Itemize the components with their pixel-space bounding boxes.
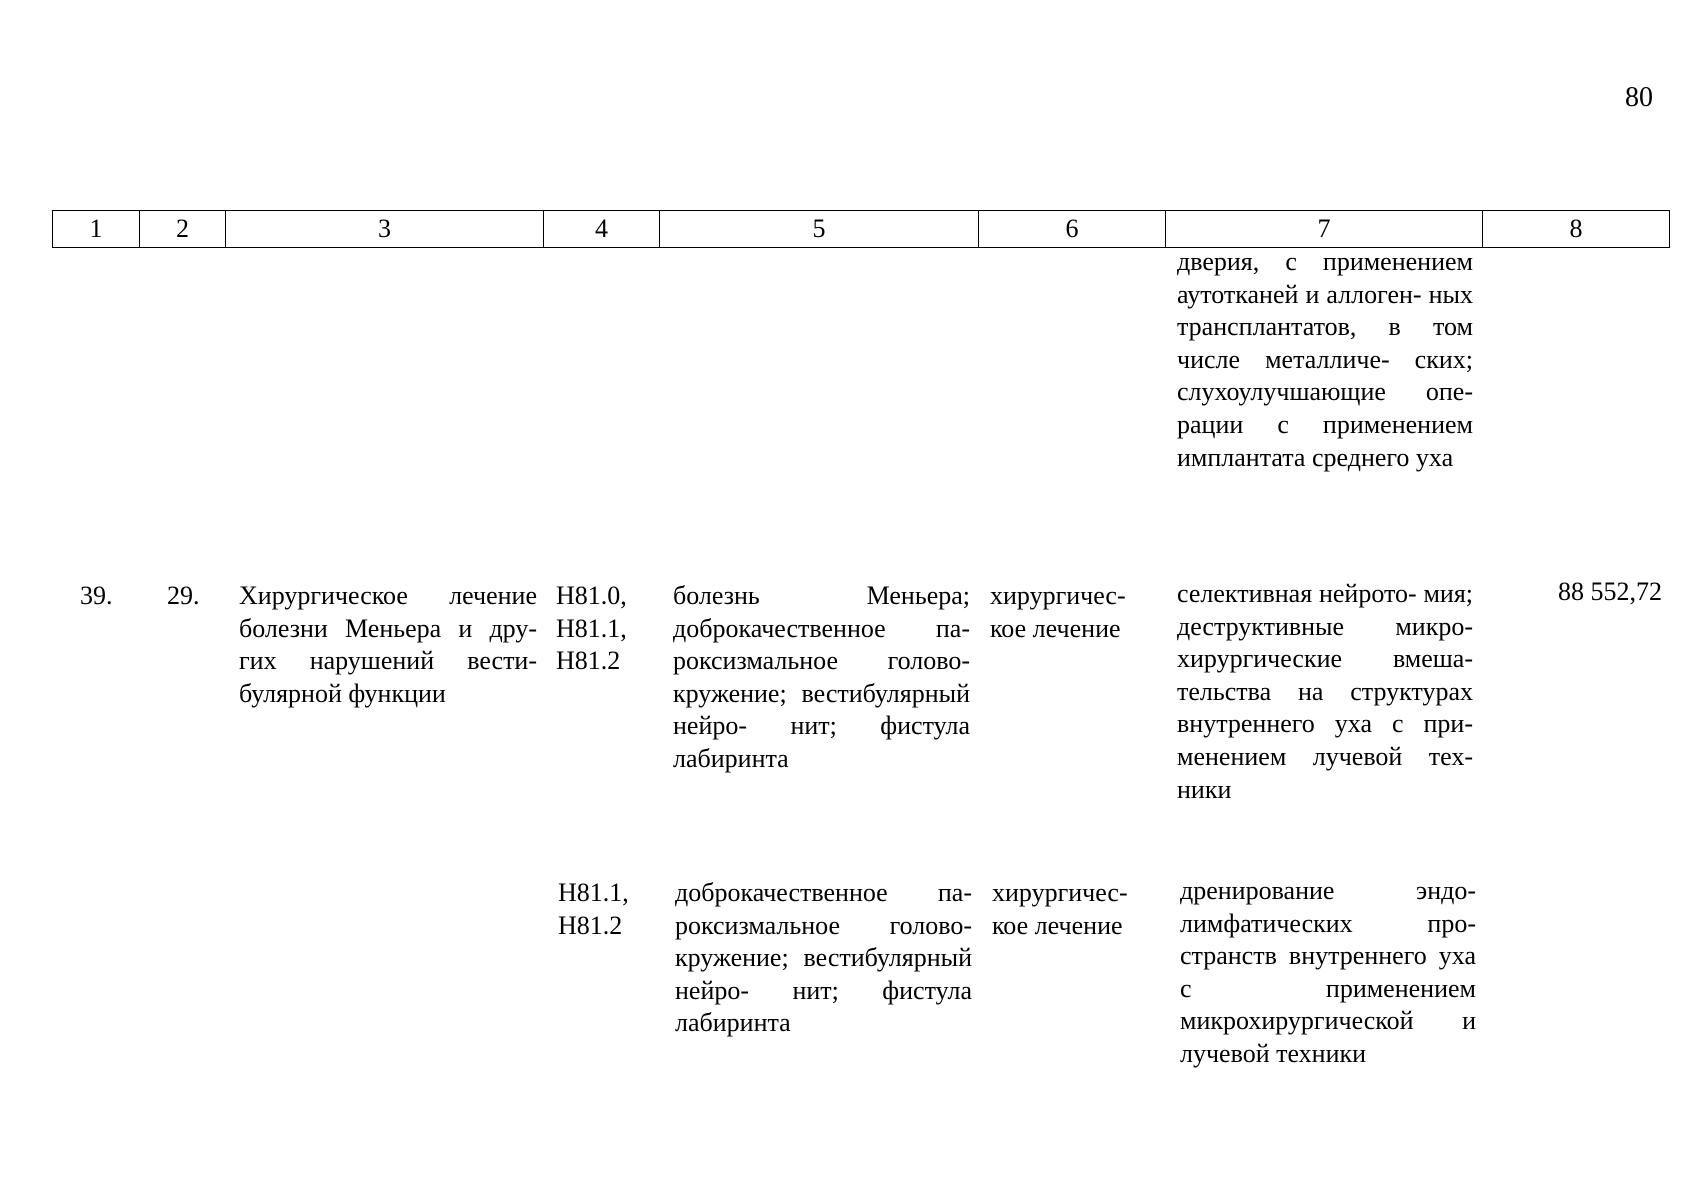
price-value: 88 552,72 (1558, 577, 1662, 606)
treatment-type: хирургичес- кое лечение (992, 878, 1128, 940)
icd-codes: H81.1, H81.2 (558, 878, 629, 940)
column-header-3: 3 (226, 211, 544, 248)
column-header-1: 1 (53, 211, 140, 248)
column-header-6: 6 (979, 211, 1166, 248)
treatment-name: Хирургическое лечение болезни Меньера и дру- гих нарушений вести- булярной функции (239, 581, 537, 708)
column-header-row (52, 210, 1670, 248)
treatment-type: хирургичес- кое лечение (990, 581, 1126, 643)
diagnosis-text: болезнь Меньера; доброкачественное па- роксизмальное голово- кружение; вестибулярный нейро- нит; фистула лабиринта (673, 581, 970, 773)
column-header-5: 5 (660, 211, 979, 248)
column-header-8: 8 (1483, 211, 1670, 248)
diagnosis-text: доброкачественное па- роксизмальное голово- кружение; вестибулярный нейро- нит; фистула лабиринта (675, 878, 972, 1038)
continuation-method-text: дверия, с применением аутотканей и аллоген- ных трансплантатов, в том числе металличе- ских; слухоулучшающие опе- рации с применением имплантата среднего уха (1177, 247, 1473, 472)
row-subnumber: 29. (167, 581, 200, 610)
row-number: 39. (80, 581, 113, 610)
column-header-7: 7 (1166, 211, 1483, 248)
column-header-2: 2 (140, 211, 226, 248)
method-text: дренирование эндо- лимфатических про- странств внутреннего уха с применением микрохирургической и лучевой техники (1180, 876, 1476, 1068)
column-header-4: 4 (544, 211, 660, 248)
page-number: 80 (1625, 82, 1653, 113)
icd-codes: H81.0, H81.1, H81.2 (556, 581, 627, 676)
method-text: селективная нейрото- мия; деструктивные микро- хирургические вмеша- тельства на структурах внутреннего уха с при- менением лучевой тех- ники (1177, 579, 1473, 804)
